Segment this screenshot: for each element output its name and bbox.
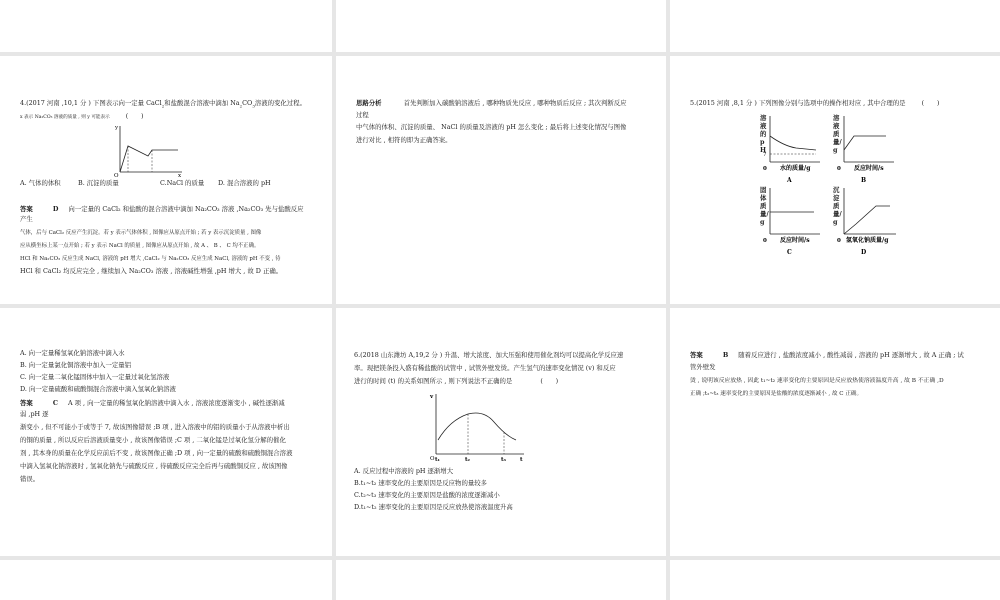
graph-c-zero: 0 [763, 238, 767, 244]
answer-line1b: 产生 [20, 215, 33, 223]
q5-option-b: B. 向一定量氯化铜溶液中加入一定量铝 [20, 361, 132, 369]
q5-answer-line1: 答案 C A 项 , 向一定量的稀氢氧化钠溶液中滴入水 , 溶液浓度逐渐变小 , 碱性逐渐减 [20, 399, 285, 407]
graph-t1-label: t₁ [435, 457, 440, 463]
q5-answer-line3: 的铜的质量 , 所以反应后溶液质量变小 , 故该图像错误 ;C 项 , 二氧化锰是过氧化氢分解的催化 [20, 436, 286, 444]
graph-o-label: O [430, 456, 435, 462]
graph-a-zero: 0 [763, 166, 767, 172]
question-5-text: 5.(2015 河南 ,8,1 分 ) 下列图像分别与选项中的操作相对应 , 其中合理的是 ( ) [690, 99, 940, 107]
solution-line3: 进行对比 , 相符的即为正确答案。 [356, 136, 452, 144]
q5-answer-line4: 剂 , 其本身的质量在化学反应前后不变 , 故该图像正确 ;D 项 , 向一定量的硫酸和硫酸铜混合溶液 [20, 449, 293, 457]
slide-bottom-middle[interactable] [336, 560, 666, 600]
q6-option-c: C.t₂~t₃ 速率变化的主要原因是盐酸的浓度逐渐减小 [354, 491, 500, 499]
q5-answer-line2: 渐变小 , 但不可能小于或等于 7, 故该图像错误 ;B 项 , 进入溶液中的铝的质量小于从溶液中析出 [20, 423, 290, 431]
slide-bottom-right[interactable] [670, 560, 1000, 600]
slide-top-left[interactable] [0, 0, 332, 52]
q5-answer-line1b: 弱 ,pH 逐 [20, 410, 49, 418]
answer-line4: HCl 和 Na₂CO₃ 反应生成 NaCl, 溶液的 pH 增大 ,CaCl₂ 与 Na₂CO₃ 反应生成 NaCl, 溶液的 pH 不变 , 待 [20, 256, 281, 262]
graph-y-label: y [115, 125, 119, 131]
solution-line1: 思路分析 首先判断加入碳酸钠溶液后 , 哪种物质先反应 , 哪种物质后反应 ; 其次判断反应 [356, 99, 627, 107]
q6-answer-line1b: 管外壁发 [690, 363, 716, 371]
q6-answer-line1: 答案 B 随着反应进行 , 盐酸浓度减小 , 酸性减弱 , 溶液的 pH 逐渐增大 , 故 A 正确 ; 试 [690, 351, 964, 359]
q6-option-a: A. 反应过程中溶液的 pH 逐渐增大 [354, 467, 454, 475]
question-4-line1: 4.(2017 河南 ,10,1 分 ) 下图表示向一定量 CaCl$_2$和盐酸混合溶液中滴加 $Na_2CO_3$溶液的变化过程。 [20, 99, 306, 109]
graph-origin-label: O [114, 173, 119, 178]
graph-d-caption: D [861, 249, 867, 256]
q5-answer-label: 答案 [20, 399, 33, 407]
q5-answer-line6: 错误。 [20, 475, 40, 483]
graph-t-label: t [520, 457, 523, 463]
graph-a-y-label: 溶液的pH [760, 114, 767, 154]
option-d: D. 混合溶液的 pH [218, 179, 271, 187]
q5-answer-line5: 中滴入氢氧化钠溶液时 , 氢氧化钠先与硫酸反应 , 待硫酸反应完全后再与硫酸铜反应 , 故该图像 [20, 462, 288, 470]
answer-letter: D [52, 205, 59, 213]
solution-label: 思路分析 [356, 99, 382, 107]
q5-option-a: A. 向一定量稀氢氧化钠溶液中滴入水 [20, 349, 125, 357]
slide-top-right[interactable] [670, 0, 1000, 52]
slide-top-middle[interactable] [336, 0, 666, 52]
question-6-line3: 进行的时间 (t) 的关系如图所示 , 则下列说法不正确的是 ( ) [354, 377, 559, 385]
option-b: B. 沉淀的质量 [78, 179, 119, 187]
slide-question-6-answer[interactable] [670, 308, 1000, 556]
graph-t2-label: t₂ [465, 457, 470, 463]
graph-a-x-label: 水的质量/g [780, 165, 811, 172]
question-6-line2: 率。现把镁条投入盛有稀盐酸的试管中 , 试管外壁发烫。产生氢气的速率变化情况 (v) 和反应 [354, 364, 616, 372]
graph-c-x-label: 反应时间/s [780, 237, 810, 244]
graph-a-seven: 7 [763, 152, 767, 158]
option-a: A. 气体的体积 [20, 179, 61, 187]
graph-d-zero: 0 [837, 238, 841, 244]
graph-b-caption: B [861, 177, 867, 184]
answer-line2: 气体，后与 CaCl₂ 反应产生沉淀。若 y 表示气体体积 , 图像应从原点开始 ; 若 y 表示沉淀质量 , 图像 [20, 230, 262, 236]
q6-answer-line2: 烫 , 说明该反应放热 , 因此 t₁~t₂ 速率变化的主要原因是反应放热使溶液温度升高 , 故 B 不正确 ,D [690, 378, 944, 384]
q6-option-b: B.t₁~t₂ 速率变化的主要原因是反应物的量较多 [354, 479, 488, 487]
graph-d-x-label: 氢氧化钠质量/g [846, 237, 889, 244]
graph-t3-label: t₃ [501, 457, 506, 463]
q5-option-c: C. 向一定量二氧化锰固体中加入一定量过氧化氢溶液 [20, 373, 170, 381]
answer-label: 答案 [20, 205, 33, 213]
answer-line1: 答案 D 向一定量的 CaCl₂ 和盐酸的混合溶液中滴加 Na₂CO₃ 溶液 ,Na₂CO₃ 先与盐酸反应 [20, 205, 304, 213]
slide-question-4[interactable] [0, 56, 332, 304]
slide-question-6[interactable] [336, 308, 666, 556]
solution-line2: 中气体的体积、沉淀的质量、 NaCl 的质量及溶液的 pH 怎么变化 ; 最后将上述变化情况与图像 [356, 123, 627, 131]
graph-a-caption: A [787, 177, 792, 184]
graph-b-y-label: 溶液质量/g [833, 114, 842, 154]
graph-d-y-label: 沉淀质量/g [833, 186, 842, 226]
question-6-graph [428, 390, 528, 464]
q6-option-d: D.t₁~t₂ 速率变化的主要原因是反应放热使溶液温度升高 [354, 503, 513, 511]
graph-c-caption: C [787, 249, 792, 256]
answer-line3: 应从横坐标上某一点开始 ; 若 y 表示 NaCl 的质量 , 图像应从原点开始 , 故 A 、 B 、 C 均不正确。 [20, 243, 260, 249]
graph-b-zero: 0 [837, 166, 841, 172]
slide-question-5[interactable] [670, 56, 1000, 304]
graph-x-label: x [178, 173, 182, 178]
question-6-line1: 6.(2018 山东潍坊 A,19,2 分 ) 升温、增大浓度、加大压强和使用催化剂均可以提高化学反应速 [354, 351, 624, 359]
q6-answer-line3: 正确 ;t₂~t₃ 速率变化的主要原因是盐酸的浓度逐渐减小 , 故 C 正确。 [690, 391, 863, 397]
slide-solution-idea[interactable] [336, 56, 666, 304]
q5-answer-letter: C [52, 399, 58, 407]
question-4-graph [108, 122, 188, 178]
answer-line5: HCl 和 CaCl₂ 均反应完全 , 继续加入 Na₂CO₃ 溶液 , 溶液碱性增强 ,pH 增大 , 故 D 正确。 [20, 267, 283, 275]
q6-answer-letter: B [722, 351, 729, 359]
slide-bottom-left[interactable] [0, 560, 332, 600]
graph-v-label: v [430, 394, 434, 400]
graph-c-y-label: 固体质量/g [760, 186, 769, 226]
graph-b-x-label: 反应时间/s [854, 165, 884, 172]
solution-line1b: 过程 [356, 111, 369, 119]
q5-option-d: D. 向一定量硫酸和硫酸铜混合溶液中滴入氢氧化钠溶液 [20, 385, 176, 393]
question-4-line2: x 表示 Na₂CO₃ 溶液的质量 , 则 y 可能表示 ( ) [20, 112, 144, 120]
q6-answer-label: 答案 [690, 351, 703, 359]
option-c: C.NaCl 的质量 [160, 179, 205, 187]
slide-question-5-options[interactable] [0, 308, 332, 556]
